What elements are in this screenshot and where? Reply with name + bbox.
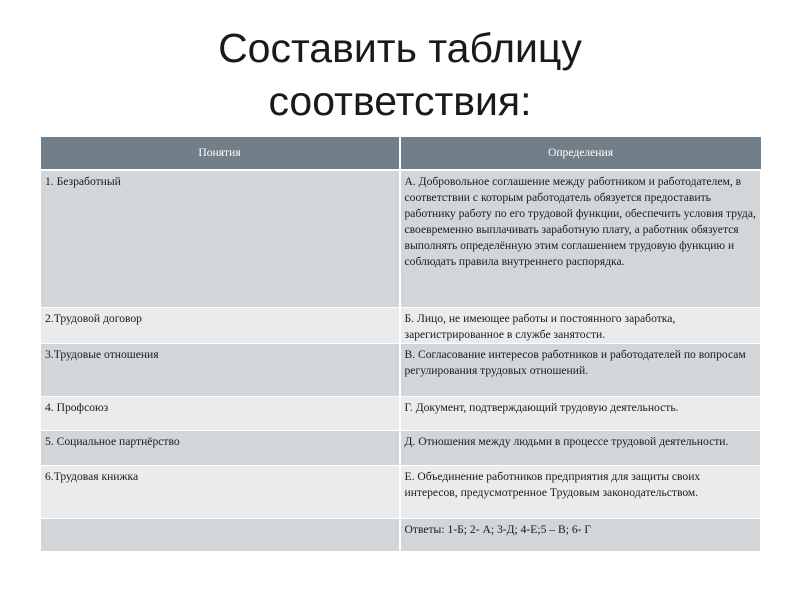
concept-cell: 5. Социальное партнёрство (41, 430, 400, 465)
concept-cell (41, 518, 400, 551)
matching-table (40, 137, 761, 552)
slide-title-line-1: Составить таблицу (218, 25, 582, 71)
table-row (41, 465, 761, 518)
definition-cell: Б. Лицо, не имеющее работы и постоянного заработка, зарегистрированное в службе занятости. (400, 307, 761, 343)
header-concepts: Понятия (41, 137, 400, 170)
concept-cell: 6.Трудовая книжка (41, 465, 400, 518)
concept-cell: 4. Профсоюз (41, 396, 400, 430)
definition-cell: А. Добровольное соглашение между работником и работодателем, в соответствии с которым работодатель обязуется предоставить работнику работу по его трудовой функции, обеспечить условия труда, своевременно выплачивать заработную плату, а работник обязуется выполнять определённую этим соглашением трудовую функцию и соблюдать правила внутреннего распорядка. (400, 170, 761, 307)
definition-cell: В. Согласование интересов работников и работодателей по вопросам регулирования трудовых отношений. (400, 343, 761, 396)
concept-cell: 2.Трудовой договор (41, 307, 400, 343)
slide-title (0, 22, 800, 128)
slide-title-line-2: соответствия: (268, 78, 532, 124)
concept-cell: 1. Безработный (41, 170, 400, 307)
table-row (41, 343, 761, 396)
concept-cell: 3.Трудовые отношения (41, 343, 400, 396)
table-row (41, 430, 761, 465)
header-definitions: Определения (400, 137, 761, 170)
table-header-row (41, 137, 761, 170)
answers-cell: Ответы: 1-Б; 2- А; 3-Д; 4-Е;5 – В; 6- Г (400, 518, 761, 551)
definition-cell: Г. Документ, подтверждающий трудовую деятельность. (400, 396, 761, 430)
table-row (41, 518, 761, 551)
definition-cell: Д. Отношения между людьми в процессе трудовой деятельности. (400, 430, 761, 465)
definition-cell: Е. Объединение работников предприятия для защиты своих интересов, предусмотренное Трудовым законодательством. (400, 465, 761, 518)
table-row (41, 170, 761, 307)
table-row (41, 307, 761, 343)
table-row (41, 396, 761, 430)
